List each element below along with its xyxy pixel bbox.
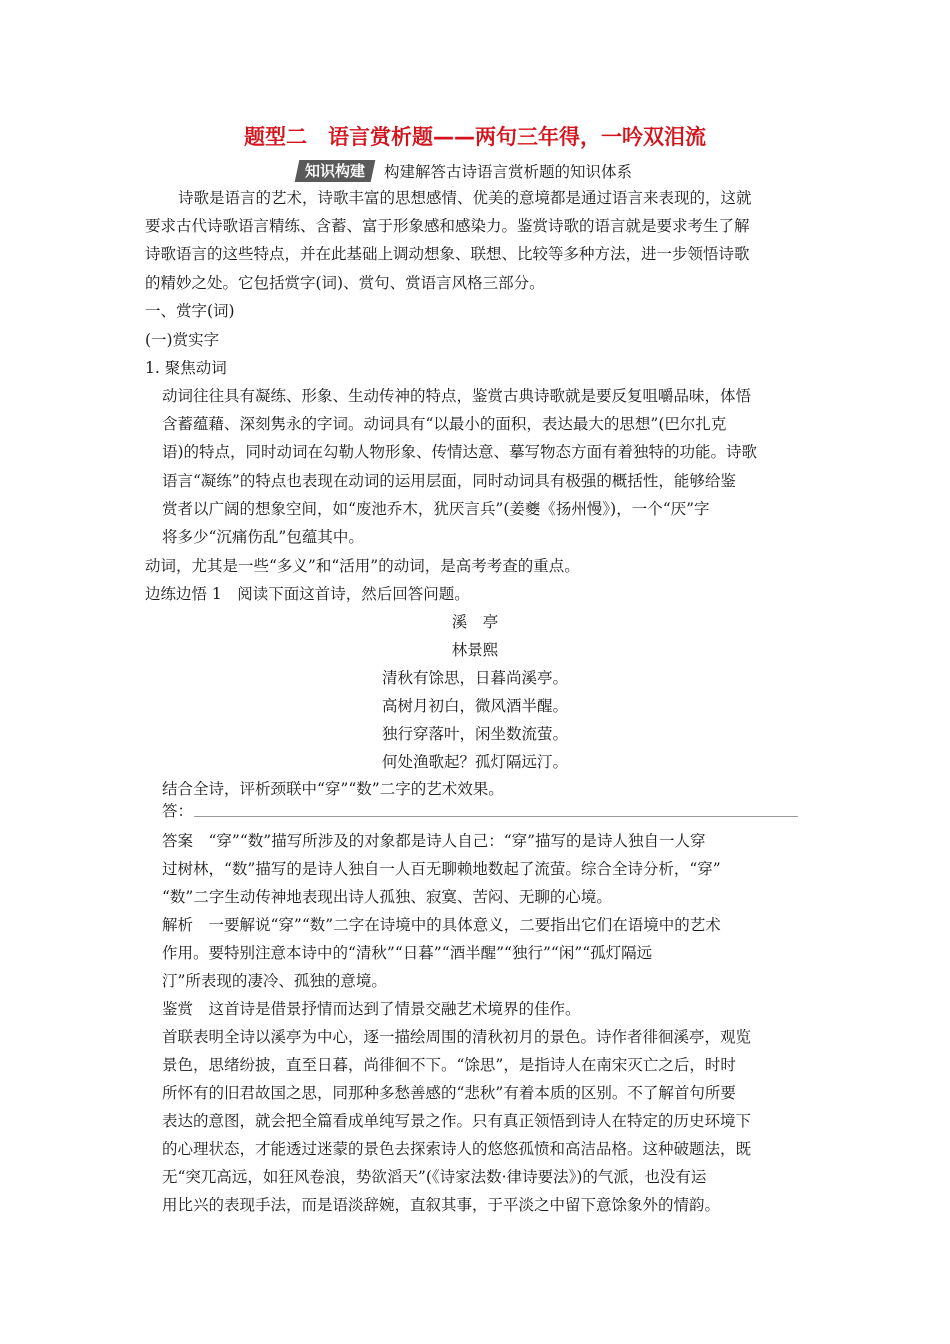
practice-heading: 边练边悟 1 阅读下面这首诗，然后回答问题。 bbox=[145, 585, 470, 603]
intro-line: 的精妙之处。它包括赏字(词)、赏句、赏语言风格三部分。 bbox=[145, 274, 545, 292]
appreciation-line: 所怀有的旧君故国之思，同那种多愁善感的“悲秋”有着本质的区别。不了解首句所要 bbox=[162, 1084, 736, 1102]
subsection-heading: (一)赏实字 bbox=[145, 331, 220, 349]
appreciation-line: 无“突兀高远，如狂风卷浪，势欲滔天”(《诗家法数·律诗要法》)的气派，也没有运 bbox=[162, 1168, 707, 1186]
answer-line: 答案 “穿”“数”描写所涉及的对象都是诗人自己：“穿”描写的是诗人独自一人穿 bbox=[162, 832, 706, 850]
knowledge-subtitle: 构建解答古诗语言赏析题的知识体系 bbox=[384, 163, 633, 181]
poem-line: 何处渔歌起？孤灯隔远汀。 bbox=[381, 753, 568, 771]
verb-paragraph-line: 动词往往具有凝练、形象、生动传神的特点，鉴赏古典诗歌就是要反复咀嚼品味，体悟 bbox=[162, 387, 752, 405]
point-heading: 1. 聚焦动词 bbox=[145, 359, 227, 377]
answer-blank-line bbox=[194, 816, 798, 817]
appreciation-line: 景色，思绪纷披，直至日暮，尚徘徊不下。“馀思”，是指诗人在南宋灭亡之后，时时 bbox=[162, 1056, 736, 1074]
appreciation-line: 首联表明全诗以溪亭为中心，逐一描绘周围的清秋初月的景色。诗作者徘徊溪亭，观览 bbox=[162, 1028, 752, 1046]
intro-line: 诗歌是语言的艺术，诗歌丰富的思想感情、优美的意境都是通过语言来表现的，这就 bbox=[178, 189, 752, 207]
answer-label: 答： bbox=[162, 802, 194, 820]
poem-line: 清秋有馀思，日暮尚溪亭。 bbox=[381, 669, 568, 687]
poem-author: 林景熙 bbox=[451, 641, 499, 659]
poem-title: 溪 亭 bbox=[451, 613, 499, 631]
appreciation-line: 的心理状态，才能透过迷蒙的景色去探索诗人的悠悠孤愤和高洁品格。这种破题法，既 bbox=[162, 1140, 752, 1158]
intro-line: 诗歌语言的这些特点，并在此基础上调动想象、联想、比较等多种方法，进一步领悟诗歌 bbox=[145, 245, 750, 263]
poem-line: 独行穿落叶，闲坐数流萤。 bbox=[381, 725, 568, 743]
verb-paragraph-line: 语)的特点，同时动词在勾勒人物形象、传情达意、摹写物态方面有着独特的功能。诗歌 bbox=[162, 443, 758, 461]
page-title: 题型二 语言赏析题——两句三年得，一吟双泪流 bbox=[244, 125, 706, 149]
answer-line: 过树林，“数”描写的是诗人独自一人百无聊赖地数起了流萤。综合全诗分析，“穿” bbox=[162, 860, 721, 878]
analysis-line: 汀”所表现的凄冷、孤独的意境。 bbox=[162, 972, 387, 990]
analysis-line: 作用。要特别注意本诗中的“清秋”“日暮”“酒半醒”“独行”“闲”“孤灯隔远 bbox=[162, 944, 653, 962]
verb-paragraph-line: 将多少“沉痛伤乱”包蕴其中。 bbox=[162, 528, 364, 546]
appreciation-line: 表达的意图，就会把全篇看成单纯写景之作。只有真正领悟到诗人在特定的历史环境下 bbox=[162, 1112, 752, 1130]
section-heading: 一、赏字(词) bbox=[145, 302, 235, 320]
knowledge-badge: 知识构建 bbox=[295, 160, 376, 182]
appreciation-line: 用比兴的表现手法，而是语淡辞婉，直叙其事，于平淡之中留下意馀象外的情韵。 bbox=[162, 1196, 721, 1214]
poem-line: 高树月初白，微风酒半醒。 bbox=[381, 697, 568, 715]
question: 结合全诗，评析颈联中“穿”“数”二字的艺术效果。 bbox=[162, 780, 504, 798]
analysis-line: 解析 一要解说“穿”“数”二字在诗境中的具体意义，二要指出它们在语境中的艺术 bbox=[162, 916, 721, 934]
verb-paragraph-line: 语言“凝练”的特点也表现在动词的运用层面，同时动词具有极强的概括性，能够给鉴 bbox=[162, 472, 736, 490]
verb-paragraph-line: 含蓄蕴藉、深刻隽永的字词。动词具有“以最小的面积，表达最大的思想”(巴尔扎克 bbox=[162, 415, 727, 433]
answer-line: “数”二字生动传神地表现出诗人孤独、寂寞、苦闷、无聊的心境。 bbox=[162, 888, 612, 906]
verb-paragraph-line: 赏者以广阔的想象空间，如“废池乔木，犹厌言兵”(姜夔《扬州慢》)，一个“厌”字 bbox=[162, 500, 710, 518]
appreciation-line: 鉴赏 这首诗是借景抒情而达到了情景交融艺术境界的佳作。 bbox=[162, 1000, 581, 1018]
verb-note: 动词，尤其是一些“多义”和“活用”的动词，是高考考查的重点。 bbox=[145, 557, 580, 575]
intro-line: 要求古代诗歌语言精练、含蓄、富于形象感和感染力。鉴赏诗歌的语言就是要求考生了解 bbox=[145, 217, 750, 235]
